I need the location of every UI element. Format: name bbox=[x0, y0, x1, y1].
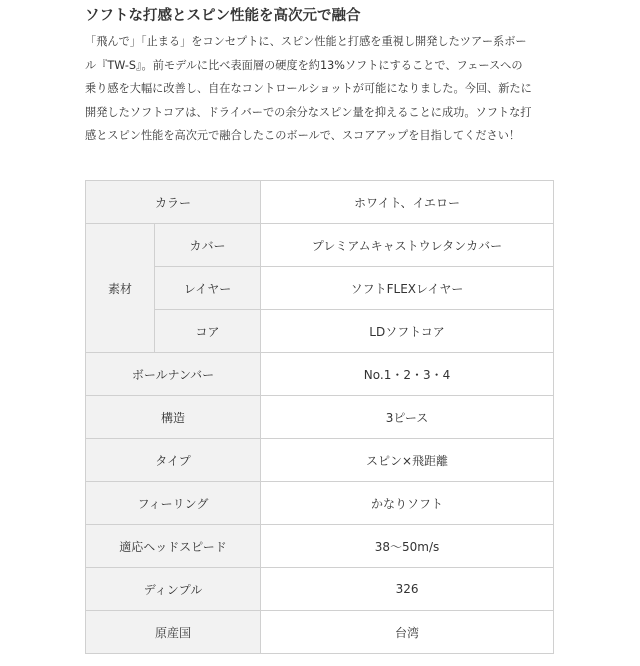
table-row-cover bbox=[86, 224, 554, 267]
spec-label-color: カラー bbox=[86, 181, 261, 224]
spec-value-type: スピン×飛距離 bbox=[261, 439, 554, 482]
table-row-feeling bbox=[86, 482, 554, 525]
spec-value-construction: 3ピース bbox=[261, 396, 554, 439]
spec-label-feeling: フィーリング bbox=[86, 482, 261, 525]
spec-label-layer: レイヤー bbox=[155, 267, 261, 310]
spec-value-color: ホワイト、イエロー bbox=[261, 181, 554, 224]
spec-value-dimples: 326 bbox=[261, 568, 554, 611]
spec-label-cover: カバー bbox=[155, 224, 261, 267]
intro-paragraph bbox=[85, 30, 553, 148]
table-row-type bbox=[86, 439, 554, 482]
product-description bbox=[85, 0, 553, 640]
table-row-head-speed bbox=[86, 525, 554, 568]
spec-value-ball-number: No.1・2・3・4 bbox=[261, 353, 554, 396]
spec-value-head-speed: 38〜50m/s bbox=[261, 525, 554, 568]
intro-line: 乗り感を大幅に改善し、自在なコントロールショットが可能になりました。今回、新たに bbox=[85, 82, 532, 95]
table-row-dimples bbox=[86, 568, 554, 611]
spec-label-origin: 原産国 bbox=[86, 611, 261, 654]
table-row-ball-number bbox=[86, 353, 554, 396]
spec-label-head-speed: 適応ヘッドスピード bbox=[86, 525, 261, 568]
spec-label-ball-number: ボールナンバー bbox=[86, 353, 261, 396]
table-row-core bbox=[86, 310, 554, 353]
table-row-origin bbox=[86, 611, 554, 654]
spec-label-dimples: ディンプル bbox=[86, 568, 261, 611]
section-heading: ソフトな打感とスピン性能を高次元で融合 bbox=[85, 8, 361, 24]
intro-line: 感とスピン性能を高次元で融合したこのボールで、スコアアップを目指してください！ bbox=[85, 129, 521, 142]
intro-line: 開発したソフトコアは、ドライバーでの余分なスピン量を抑えることに成功。ソフトな打 bbox=[85, 105, 532, 119]
spec-table bbox=[85, 180, 554, 654]
table-row-color bbox=[86, 181, 554, 224]
spec-label-core: コア bbox=[155, 310, 261, 353]
intro-line: ル『TW-S』。前モデルに比べ表面層の硬度を約13%ソフトにすることで、フェースへの bbox=[85, 58, 523, 72]
spec-value-feeling: かなりソフト bbox=[261, 482, 554, 525]
spec-label-type: タイプ bbox=[86, 439, 261, 482]
spec-label-material: 素材 bbox=[86, 224, 155, 353]
spec-value-core: LDソフトコア bbox=[261, 310, 554, 353]
table-row-construction bbox=[86, 396, 554, 439]
spec-value-layer: ソフトFLEXレイヤー bbox=[261, 267, 554, 310]
table-row-layer bbox=[86, 267, 554, 310]
spec-value-cover: プレミアムキャストウレタンカバー bbox=[261, 224, 554, 267]
spec-label-construction: 構造 bbox=[86, 396, 261, 439]
spec-value-origin: 台湾 bbox=[261, 611, 554, 654]
intro-line: 「飛んで」「止まる」をコンセプトに、スピン性能と打感を重視し開発したツアー系ボー bbox=[85, 35, 527, 48]
